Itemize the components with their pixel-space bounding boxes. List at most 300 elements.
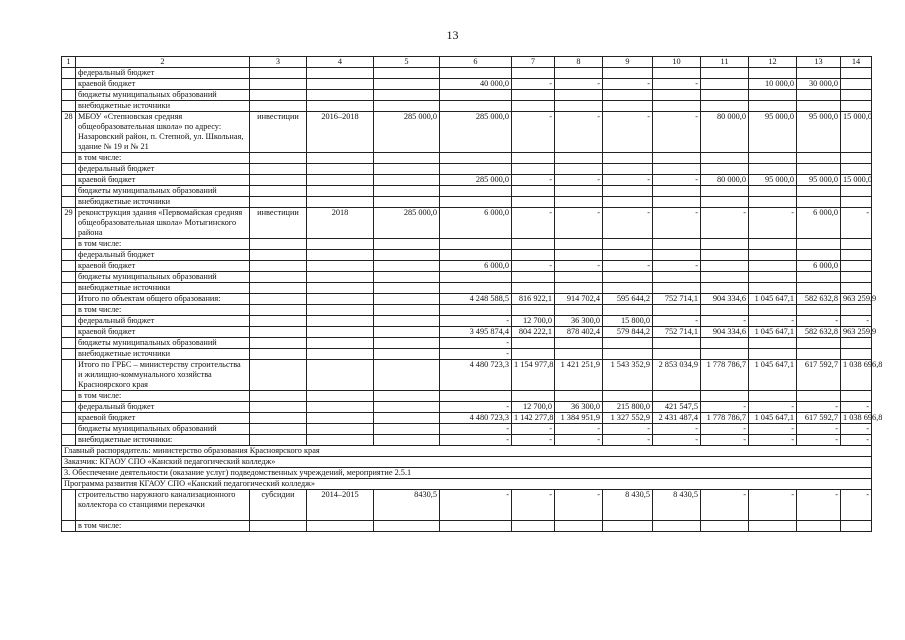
cell-col-10: - <box>653 424 701 435</box>
cell-col-6 <box>440 68 512 79</box>
cell-col-14 <box>841 101 872 112</box>
cell-col-6: - <box>440 435 512 446</box>
cell-col-3 <box>250 327 307 338</box>
cell-col-5 <box>374 316 440 327</box>
cell-col-12: 12 <box>749 57 797 68</box>
cell-col-7 <box>512 68 555 79</box>
cell-col-4 <box>307 520 374 531</box>
cell-col-11: 904 334,6 <box>701 327 749 338</box>
table-row <box>62 90 872 101</box>
cell-col-12 <box>749 239 797 250</box>
table-row <box>62 294 872 305</box>
table-row <box>62 112 872 153</box>
cell-col-1 <box>62 391 76 402</box>
cell-col-3 <box>250 68 307 79</box>
cell-col-5: 5 <box>374 57 440 68</box>
cell-col-8 <box>555 101 603 112</box>
cell-col-4 <box>307 250 374 261</box>
cell-col-8: 1 384 951,9 <box>555 413 603 424</box>
cell-col-2: внебюджетные источники <box>76 197 250 208</box>
cell-col-2: в том числе: <box>76 153 250 164</box>
table-row <box>62 316 872 327</box>
cell-col-9: - <box>603 435 653 446</box>
cell-col-11 <box>701 197 749 208</box>
cell-col-10: - <box>653 208 701 239</box>
cell-col-7 <box>512 391 555 402</box>
cell-col-11 <box>701 101 749 112</box>
cell-col-6: 4 248 588,5 <box>440 294 512 305</box>
cell-col-14: - <box>841 490 872 521</box>
cell-col-6: - <box>440 402 512 413</box>
cell-col-8: - <box>555 112 603 153</box>
table-row <box>62 197 872 208</box>
cell-col-3 <box>250 294 307 305</box>
cell-col-7 <box>512 164 555 175</box>
cell-col-1 <box>62 305 76 316</box>
cell-col-5 <box>374 239 440 250</box>
cell-col-3 <box>250 175 307 186</box>
cell-col-4 <box>307 435 374 446</box>
cell-col-4 <box>307 164 374 175</box>
cell-col-3 <box>250 316 307 327</box>
cell-col-10 <box>653 305 701 316</box>
cell-col-8 <box>555 186 603 197</box>
cell-col-8 <box>555 305 603 316</box>
cell-col-3 <box>250 283 307 294</box>
table-row <box>62 327 872 338</box>
cell-col-3 <box>250 305 307 316</box>
cell-col-7 <box>512 520 555 531</box>
cell-col-3: инвестиции <box>250 208 307 239</box>
section-row <box>62 457 872 468</box>
cell-col-3 <box>250 520 307 531</box>
cell-col-9: - <box>603 112 653 153</box>
cell-col-9 <box>603 305 653 316</box>
cell-col-8 <box>555 272 603 283</box>
cell-col-12: - <box>749 208 797 239</box>
table-row <box>62 261 872 272</box>
cell-col-8: - <box>555 490 603 521</box>
cell-col-9: 595 644,2 <box>603 294 653 305</box>
cell-col-6 <box>440 272 512 283</box>
cell-col-7: 1 142 277,8 <box>512 413 555 424</box>
cell-col-12: - <box>749 435 797 446</box>
cell-col-6: - <box>440 338 512 349</box>
cell-col-9 <box>603 239 653 250</box>
cell-col-12: 95 000,0 <box>749 112 797 153</box>
cell-col-6 <box>440 186 512 197</box>
cell-col-8: 36 300,0 <box>555 402 603 413</box>
cell-col-12 <box>749 164 797 175</box>
cell-col-1 <box>62 186 76 197</box>
cell-col-4 <box>307 175 374 186</box>
table-row <box>62 424 872 435</box>
cell-col-14 <box>841 520 872 531</box>
table-row <box>62 272 872 283</box>
cell-col-8: 1 421 251,9 <box>555 360 603 391</box>
cell-col-12: - <box>749 424 797 435</box>
cell-col-13: - <box>797 402 841 413</box>
cell-col-8 <box>555 283 603 294</box>
cell-col-13: 617 592,7 <box>797 360 841 391</box>
cell-col-1 <box>62 153 76 164</box>
cell-col-10: 752 714,1 <box>653 327 701 338</box>
cell-col-4 <box>307 402 374 413</box>
cell-col-2: краевой бюджет <box>76 175 250 186</box>
cell-col-7: 1 154 977,8 <box>512 360 555 391</box>
table-row <box>62 413 872 424</box>
cell-col-5 <box>374 164 440 175</box>
cell-col-9 <box>603 68 653 79</box>
cell-col-1 <box>62 283 76 294</box>
cell-col-10: 2 853 034,9 <box>653 360 701 391</box>
cell-col-6: 6 <box>440 57 512 68</box>
cell-col-3 <box>250 90 307 101</box>
cell-col-5 <box>374 175 440 186</box>
cell-col-7 <box>512 239 555 250</box>
cell-col-2: бюджеты муниципальных образований <box>76 90 250 101</box>
cell-col-14 <box>841 153 872 164</box>
cell-col-12: - <box>749 316 797 327</box>
cell-col-6 <box>440 283 512 294</box>
cell-col-2: бюджеты муниципальных образований <box>76 186 250 197</box>
cell-col-1 <box>62 490 76 521</box>
cell-col-7: - <box>512 112 555 153</box>
cell-col-10: 421 547,5 <box>653 402 701 413</box>
cell-col-4 <box>307 261 374 272</box>
cell-col-9 <box>603 197 653 208</box>
cell-col-9 <box>603 250 653 261</box>
cell-col-14: - <box>841 424 872 435</box>
cell-col-11 <box>701 261 749 272</box>
cell-col-12 <box>749 90 797 101</box>
cell-col-4 <box>307 90 374 101</box>
cell-col-3 <box>250 391 307 402</box>
cell-col-2: МБОУ «Степновская средняя общеобразовательная школа» по адресу: Назаровский район, п. Степной, ул. Школьная, здание № 19 и № 21 <box>76 112 250 153</box>
cell-col-2: 2 <box>76 57 250 68</box>
cell-col-4 <box>307 68 374 79</box>
cell-col-5 <box>374 283 440 294</box>
cell-col-14: - <box>841 402 872 413</box>
cell-col-12 <box>749 283 797 294</box>
cell-col-1 <box>62 68 76 79</box>
table-row <box>62 349 872 360</box>
cell-col-10: - <box>653 112 701 153</box>
table-row <box>62 101 872 112</box>
cell-col-11: 80 000,0 <box>701 112 749 153</box>
cell-col-12: 1 045 647,1 <box>749 294 797 305</box>
cell-col-14 <box>841 68 872 79</box>
section-title: 3. Обеспечение деятельности (оказание услуг) подведомственных учреждений, мероприятие 2.5.1 <box>62 468 872 479</box>
cell-col-12 <box>749 349 797 360</box>
cell-col-4 <box>307 327 374 338</box>
cell-col-9: - <box>603 79 653 90</box>
cell-col-12 <box>749 153 797 164</box>
cell-col-7: - <box>512 208 555 239</box>
cell-col-6 <box>440 520 512 531</box>
cell-col-8 <box>555 153 603 164</box>
cell-col-6 <box>440 239 512 250</box>
cell-col-11: 1 778 786,7 <box>701 360 749 391</box>
cell-col-9 <box>603 349 653 360</box>
cell-col-1 <box>62 424 76 435</box>
cell-col-14: 1 038 696,8 <box>841 360 872 391</box>
cell-col-14 <box>841 79 872 90</box>
cell-col-4 <box>307 197 374 208</box>
cell-col-8 <box>555 164 603 175</box>
cell-col-14: 15 000,0 <box>841 112 872 153</box>
table-row <box>62 402 872 413</box>
cell-col-6 <box>440 101 512 112</box>
cell-col-9 <box>603 186 653 197</box>
cell-col-7: - <box>512 79 555 90</box>
cell-col-3 <box>250 197 307 208</box>
cell-col-9 <box>603 153 653 164</box>
cell-col-8 <box>555 349 603 360</box>
cell-col-13: - <box>797 316 841 327</box>
cell-col-11: - <box>701 424 749 435</box>
cell-col-6: 6 000,0 <box>440 261 512 272</box>
cell-col-13: 95 000,0 <box>797 112 841 153</box>
cell-col-11 <box>701 305 749 316</box>
cell-col-10 <box>653 250 701 261</box>
table-row <box>62 338 872 349</box>
cell-col-6: - <box>440 349 512 360</box>
cell-col-4 <box>307 101 374 112</box>
cell-col-7: - <box>512 435 555 446</box>
cell-col-5 <box>374 520 440 531</box>
cell-col-10 <box>653 164 701 175</box>
cell-col-14 <box>841 305 872 316</box>
cell-col-9 <box>603 90 653 101</box>
cell-col-1 <box>62 261 76 272</box>
cell-col-13: - <box>797 490 841 521</box>
cell-col-4 <box>307 316 374 327</box>
header-row <box>62 57 872 68</box>
cell-col-13 <box>797 349 841 360</box>
table-row <box>62 239 872 250</box>
cell-col-5 <box>374 90 440 101</box>
cell-col-7: - <box>512 261 555 272</box>
cell-col-2: Итого по объектам общего образования: <box>76 294 250 305</box>
cell-col-3 <box>250 79 307 90</box>
cell-col-2: федеральный бюджет <box>76 316 250 327</box>
cell-col-13 <box>797 283 841 294</box>
cell-col-14: - <box>841 208 872 239</box>
cell-col-11 <box>701 164 749 175</box>
cell-col-13: 617 592,7 <box>797 413 841 424</box>
cell-col-4 <box>307 283 374 294</box>
cell-col-2: в том числе: <box>76 520 250 531</box>
cell-col-12 <box>749 186 797 197</box>
cell-col-1 <box>62 338 76 349</box>
cell-col-11: - <box>701 208 749 239</box>
cell-col-1 <box>62 79 76 90</box>
cell-col-12: 10 000,0 <box>749 79 797 90</box>
cell-col-6 <box>440 197 512 208</box>
cell-col-9: - <box>603 175 653 186</box>
cell-col-10 <box>653 272 701 283</box>
table-row <box>62 186 872 197</box>
cell-col-10 <box>653 520 701 531</box>
cell-col-10 <box>653 101 701 112</box>
cell-col-10: - <box>653 79 701 90</box>
cell-col-1 <box>62 197 76 208</box>
cell-col-14: - <box>841 435 872 446</box>
cell-col-6: 285 000,0 <box>440 175 512 186</box>
cell-col-9: 1 543 352,9 <box>603 360 653 391</box>
cell-col-10: - <box>653 175 701 186</box>
cell-col-2: внебюджетные источники: <box>76 435 250 446</box>
cell-col-14 <box>841 250 872 261</box>
section-title: Заказчик: КГАОУ СПО «Канский педагогический колледж» <box>62 457 872 468</box>
cell-col-1 <box>62 413 76 424</box>
cell-col-5 <box>374 261 440 272</box>
cell-col-5 <box>374 305 440 316</box>
cell-col-2: краевой бюджет <box>76 79 250 90</box>
cell-col-14 <box>841 164 872 175</box>
cell-col-14: - <box>841 316 872 327</box>
cell-col-4: 4 <box>307 57 374 68</box>
cell-col-13 <box>797 164 841 175</box>
cell-col-5: 285 000,0 <box>374 208 440 239</box>
cell-col-2: в том числе: <box>76 391 250 402</box>
cell-col-11 <box>701 391 749 402</box>
cell-col-11 <box>701 186 749 197</box>
table-row <box>62 175 872 186</box>
cell-col-14 <box>841 197 872 208</box>
cell-col-7 <box>512 197 555 208</box>
cell-col-3: инвестиции <box>250 112 307 153</box>
cell-col-1 <box>62 294 76 305</box>
cell-col-9 <box>603 283 653 294</box>
cell-col-14: 1 038 696,8 <box>841 413 872 424</box>
cell-col-3 <box>250 360 307 391</box>
cell-col-1 <box>62 435 76 446</box>
cell-col-11: 11 <box>701 57 749 68</box>
cell-col-5 <box>374 338 440 349</box>
cell-col-3 <box>250 239 307 250</box>
cell-col-7 <box>512 272 555 283</box>
cell-col-11: 904 334,6 <box>701 294 749 305</box>
cell-col-3 <box>250 186 307 197</box>
cell-col-13: 6 000,0 <box>797 261 841 272</box>
cell-col-2: строительство наружного канализационного коллектора со станциями перекачки <box>76 490 250 521</box>
cell-col-13: 6 000,0 <box>797 208 841 239</box>
cell-col-10 <box>653 153 701 164</box>
cell-col-12: 1 045 647,1 <box>749 413 797 424</box>
cell-col-5 <box>374 294 440 305</box>
cell-col-13 <box>797 101 841 112</box>
page-number: 13 <box>446 28 459 42</box>
cell-col-13: 95 000,0 <box>797 175 841 186</box>
cell-col-11: 80 000,0 <box>701 175 749 186</box>
cell-col-5 <box>374 272 440 283</box>
cell-col-10: 10 <box>653 57 701 68</box>
cell-col-14 <box>841 349 872 360</box>
cell-col-4 <box>307 338 374 349</box>
cell-col-9 <box>603 520 653 531</box>
cell-col-11 <box>701 153 749 164</box>
cell-col-8: 36 300,0 <box>555 316 603 327</box>
cell-col-10: 752 714,1 <box>653 294 701 305</box>
cell-col-4 <box>307 153 374 164</box>
cell-col-1 <box>62 360 76 391</box>
cell-col-5 <box>374 424 440 435</box>
table-row <box>62 520 872 531</box>
cell-col-14: 15 000,0 <box>841 175 872 186</box>
cell-col-1: 1 <box>62 57 76 68</box>
cell-col-12: 95 000,0 <box>749 175 797 186</box>
cell-col-8: - <box>555 208 603 239</box>
cell-col-13 <box>797 305 841 316</box>
cell-col-7 <box>512 186 555 197</box>
cell-col-4 <box>307 424 374 435</box>
cell-col-12 <box>749 305 797 316</box>
cell-col-3 <box>250 153 307 164</box>
cell-col-13: 582 632,8 <box>797 294 841 305</box>
cell-col-10: - <box>653 435 701 446</box>
cell-col-11: - <box>701 402 749 413</box>
cell-col-1 <box>62 90 76 101</box>
cell-col-1: 29 <box>62 208 76 239</box>
cell-col-3 <box>250 435 307 446</box>
cell-col-4 <box>307 413 374 424</box>
cell-col-2: федеральный бюджет <box>76 68 250 79</box>
cell-col-11 <box>701 79 749 90</box>
cell-col-6 <box>440 391 512 402</box>
cell-col-1 <box>62 272 76 283</box>
cell-col-13 <box>797 338 841 349</box>
section-title: Программа развития КГАОУ СПО «Канский педагогический колледж» <box>62 479 872 490</box>
cell-col-10 <box>653 391 701 402</box>
cell-col-13 <box>797 153 841 164</box>
cell-col-12 <box>749 250 797 261</box>
table-row <box>62 490 872 521</box>
cell-col-9: 579 844,2 <box>603 327 653 338</box>
cell-col-12: 1 045 647,1 <box>749 327 797 338</box>
cell-col-9: 9 <box>603 57 653 68</box>
cell-col-9 <box>603 338 653 349</box>
cell-col-2: в том числе: <box>76 305 250 316</box>
cell-col-8: - <box>555 261 603 272</box>
cell-col-12 <box>749 101 797 112</box>
cell-col-1 <box>62 520 76 531</box>
cell-col-4 <box>307 360 374 391</box>
cell-col-13 <box>797 186 841 197</box>
cell-col-9 <box>603 272 653 283</box>
cell-col-2: бюджеты муниципальных образований <box>76 424 250 435</box>
cell-col-7: 7 <box>512 57 555 68</box>
cell-col-12 <box>749 68 797 79</box>
cell-col-5 <box>374 435 440 446</box>
cell-col-8 <box>555 520 603 531</box>
cell-col-6 <box>440 164 512 175</box>
cell-col-7 <box>512 153 555 164</box>
cell-col-2: внебюджетные источники <box>76 349 250 360</box>
cell-col-4 <box>307 79 374 90</box>
cell-col-2: реконструкция здания «Первомайская средняя общеобразовательная школа» Мотыгинского района <box>76 208 250 239</box>
cell-col-12 <box>749 272 797 283</box>
cell-col-5 <box>374 250 440 261</box>
cell-col-1 <box>62 316 76 327</box>
cell-col-9: 1 327 552,9 <box>603 413 653 424</box>
cell-col-7 <box>512 338 555 349</box>
cell-col-2: краевой бюджет <box>76 413 250 424</box>
cell-col-13 <box>797 197 841 208</box>
table-row <box>62 305 872 316</box>
cell-col-8: 8 <box>555 57 603 68</box>
